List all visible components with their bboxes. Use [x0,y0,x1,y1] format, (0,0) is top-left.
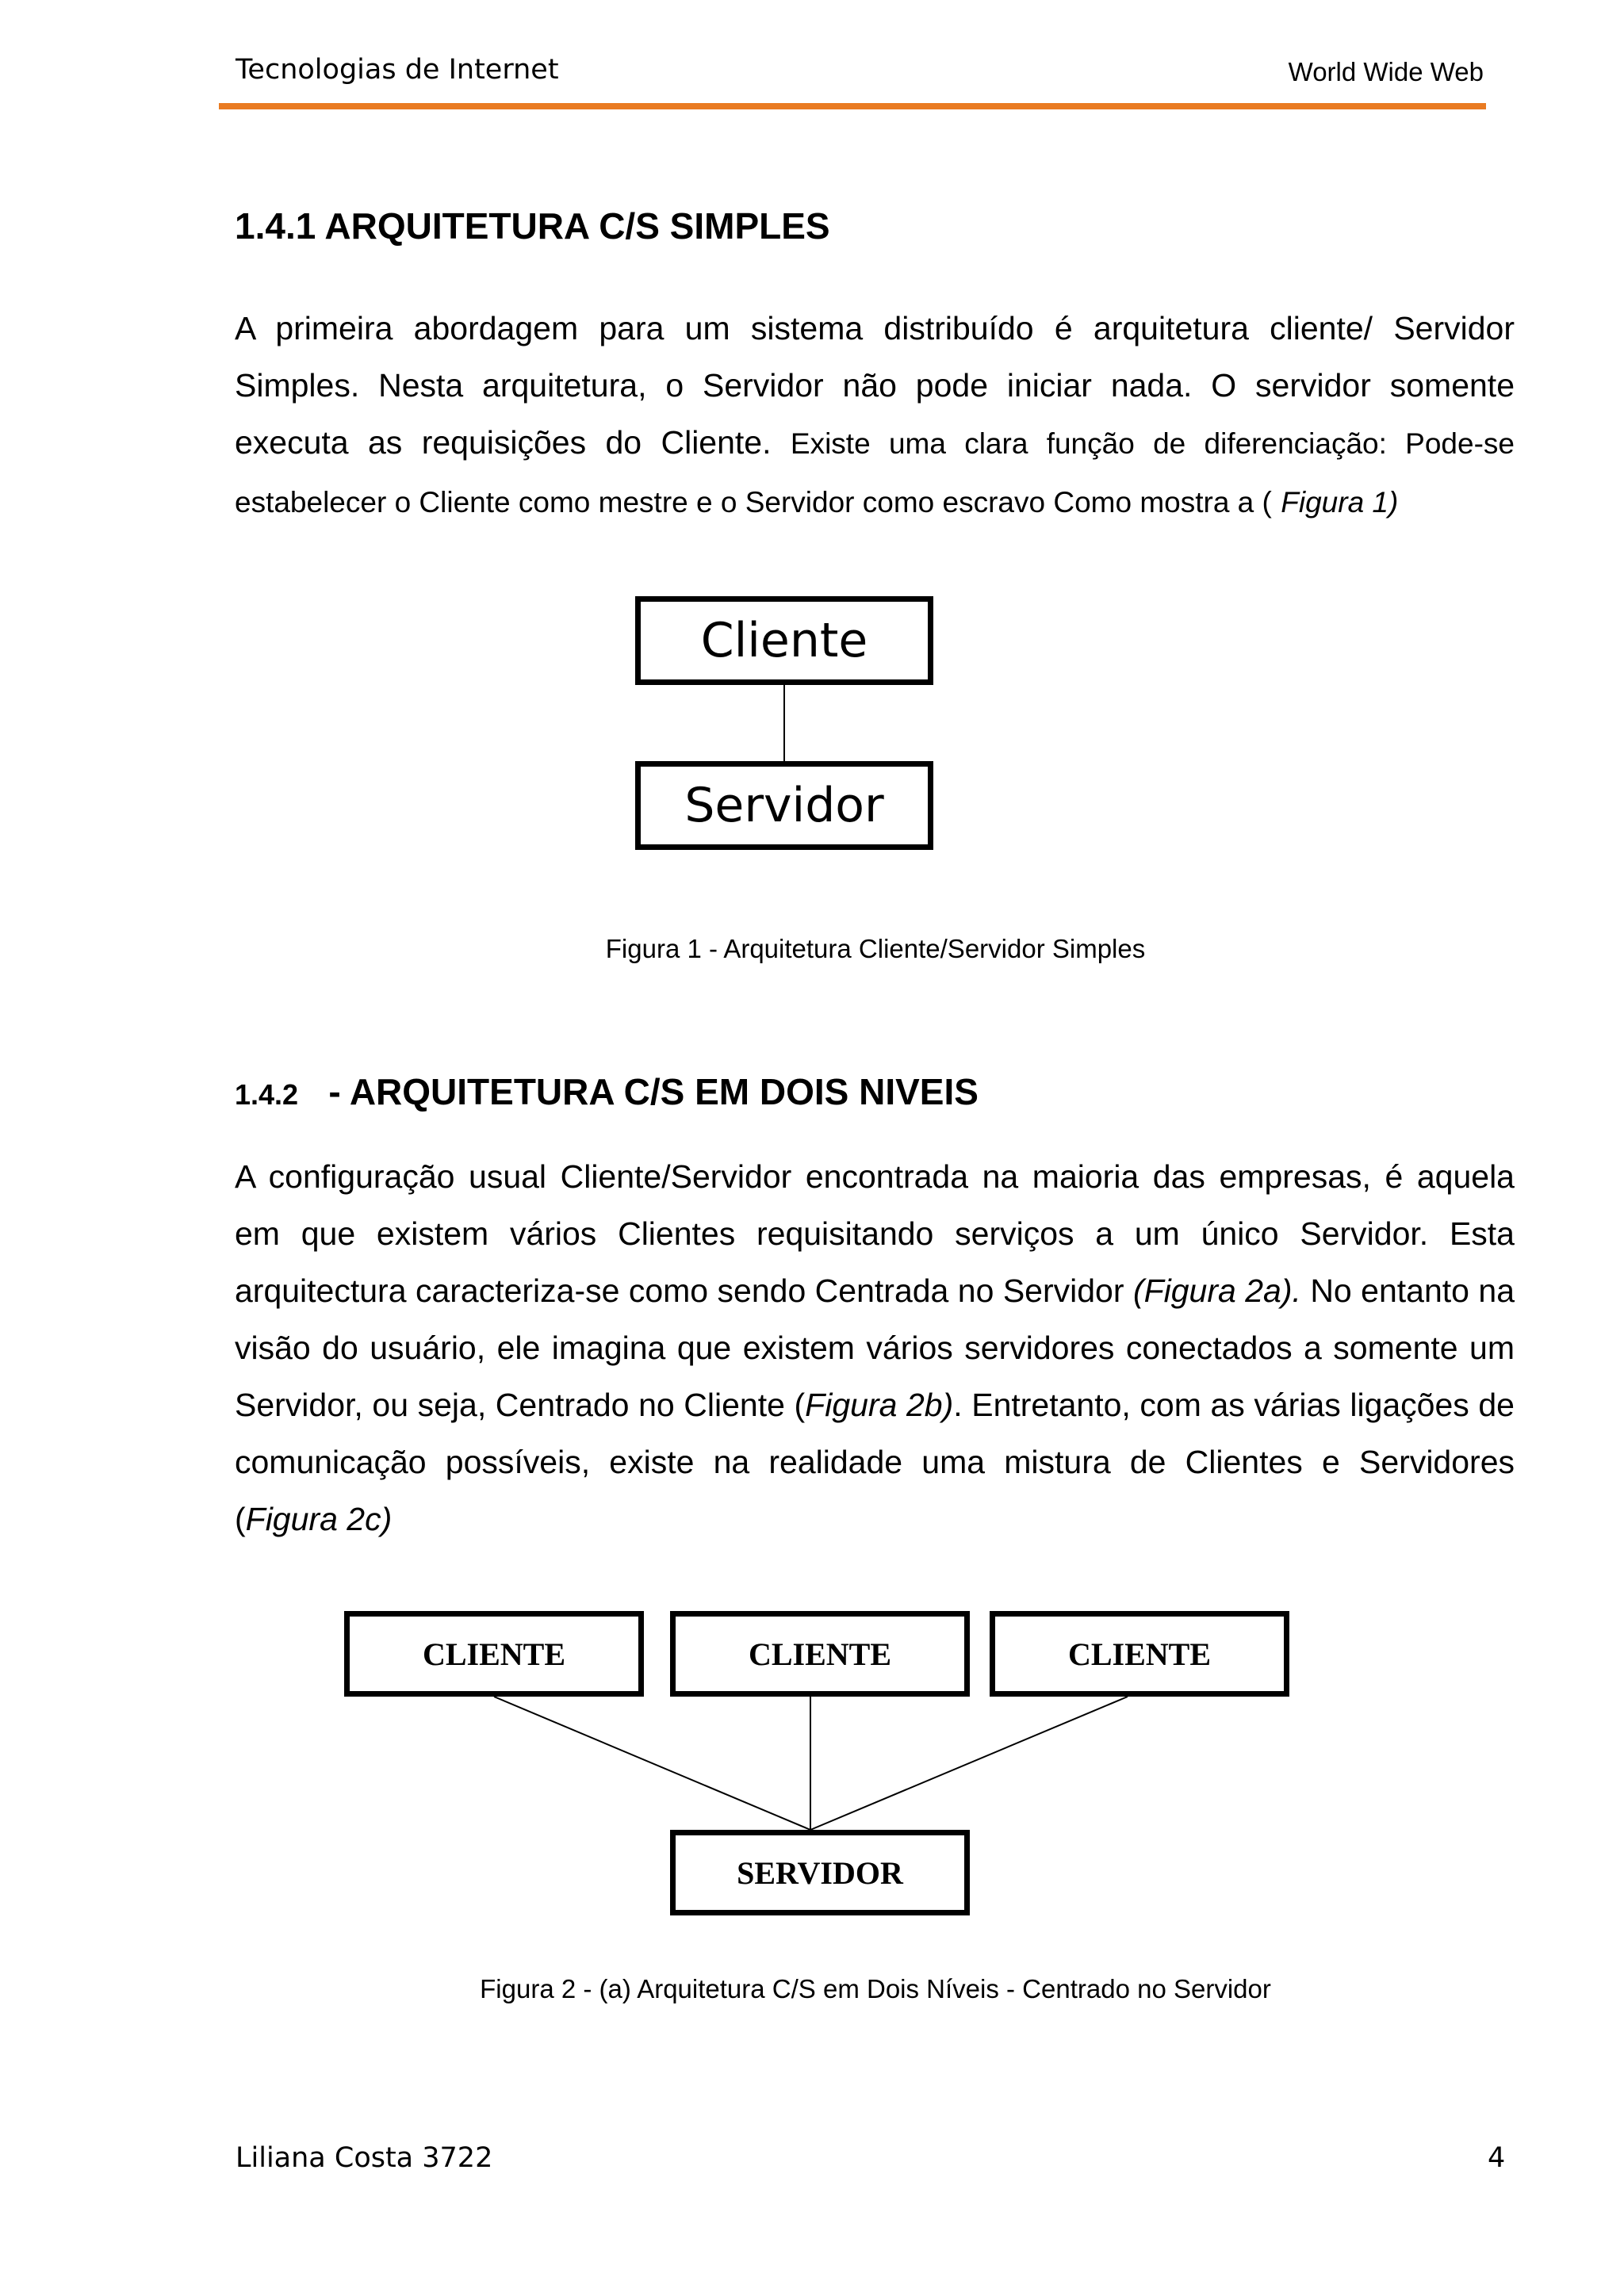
fig1-servidor-box: Servidor [635,761,933,850]
section2-text-2: No entanto na visão do usuário, ele imagina que existem vários servidores conectados a somente um Servidor, ou seja, Centrado no Cliente ( [235,1272,1515,1423]
fig2-cliente-box-3: CLIENTE [990,1611,1289,1697]
section1-text-a: A primeira abordagem para um sistema distribuído é arquitetura cliente/ Servidor Simples. Nesta arquitetura, o Servidor não pode iniciar nada. O servidor somente executa as requisições do Cliente. [235,310,1515,461]
fig2-cliente-box-2: CLIENTE [670,1611,970,1697]
figure1-reference: Figura 1) [1281,486,1399,519]
fig1-cliente-box: Cliente [635,596,933,685]
fig2-cliente-box-1: CLIENTE [344,1611,644,1697]
header-section: World Wide Web [1288,57,1484,86]
page-number: 4 [1488,2142,1506,2174]
figure2b-reference: Figura 2b) [805,1387,954,1423]
figure2a-reference: (Figura 2a). [1132,1272,1301,1309]
section2-paragraph [235,1148,1515,1548]
figure1-caption: Figura 1 - Arquitetura Cliente/Servidor Simples [605,934,1146,963]
section1-text-b: Existe uma clara função de diferenciação: Pode-se estabelecer o Cliente como mestre e o Servidor como escravo Como mostra a ( [235,427,1515,519]
section-heading-1-4-1: 1.4.1 ARQUITETURA C/S SIMPLES [235,205,830,247]
section2-text-1: A configuração usual Cliente/Servidor encontrada na maioria das empresas, é aquela em que existem vários Clientes requisitando serviços a um único Servidor. Esta arquitectura caracteriza-se como sendo Centrada no Servidor [235,1158,1515,1309]
fig2-connector-right [810,1697,1128,1830]
figure2c-reference: Figura 2c) [245,1501,393,1537]
figure2-caption: Figura 2 - (a) Arquitetura C/S em Dois Níveis - Centrado no Servidor [480,1974,1271,2003]
section2-heading-text: - ARQUITETURA C/S EM DOIS NIVEIS [328,1071,979,1112]
section2-heading-number: 1.4.2 [235,1078,299,1111]
fig2-servidor-box: SERVIDOR [670,1830,970,1915]
section2-text-3: . Entretanto, com as várias ligações de comunicação possíveis, existe na realidade uma mistura de Clientes e Servidores ( [235,1387,1515,1537]
header-title: Tecnologias de Internet [236,54,559,86]
section-heading-1-4-2 [235,1070,979,1113]
fig2-connector-left [494,1697,810,1830]
footer-author: Liliana Costa 3722 [236,2142,493,2174]
